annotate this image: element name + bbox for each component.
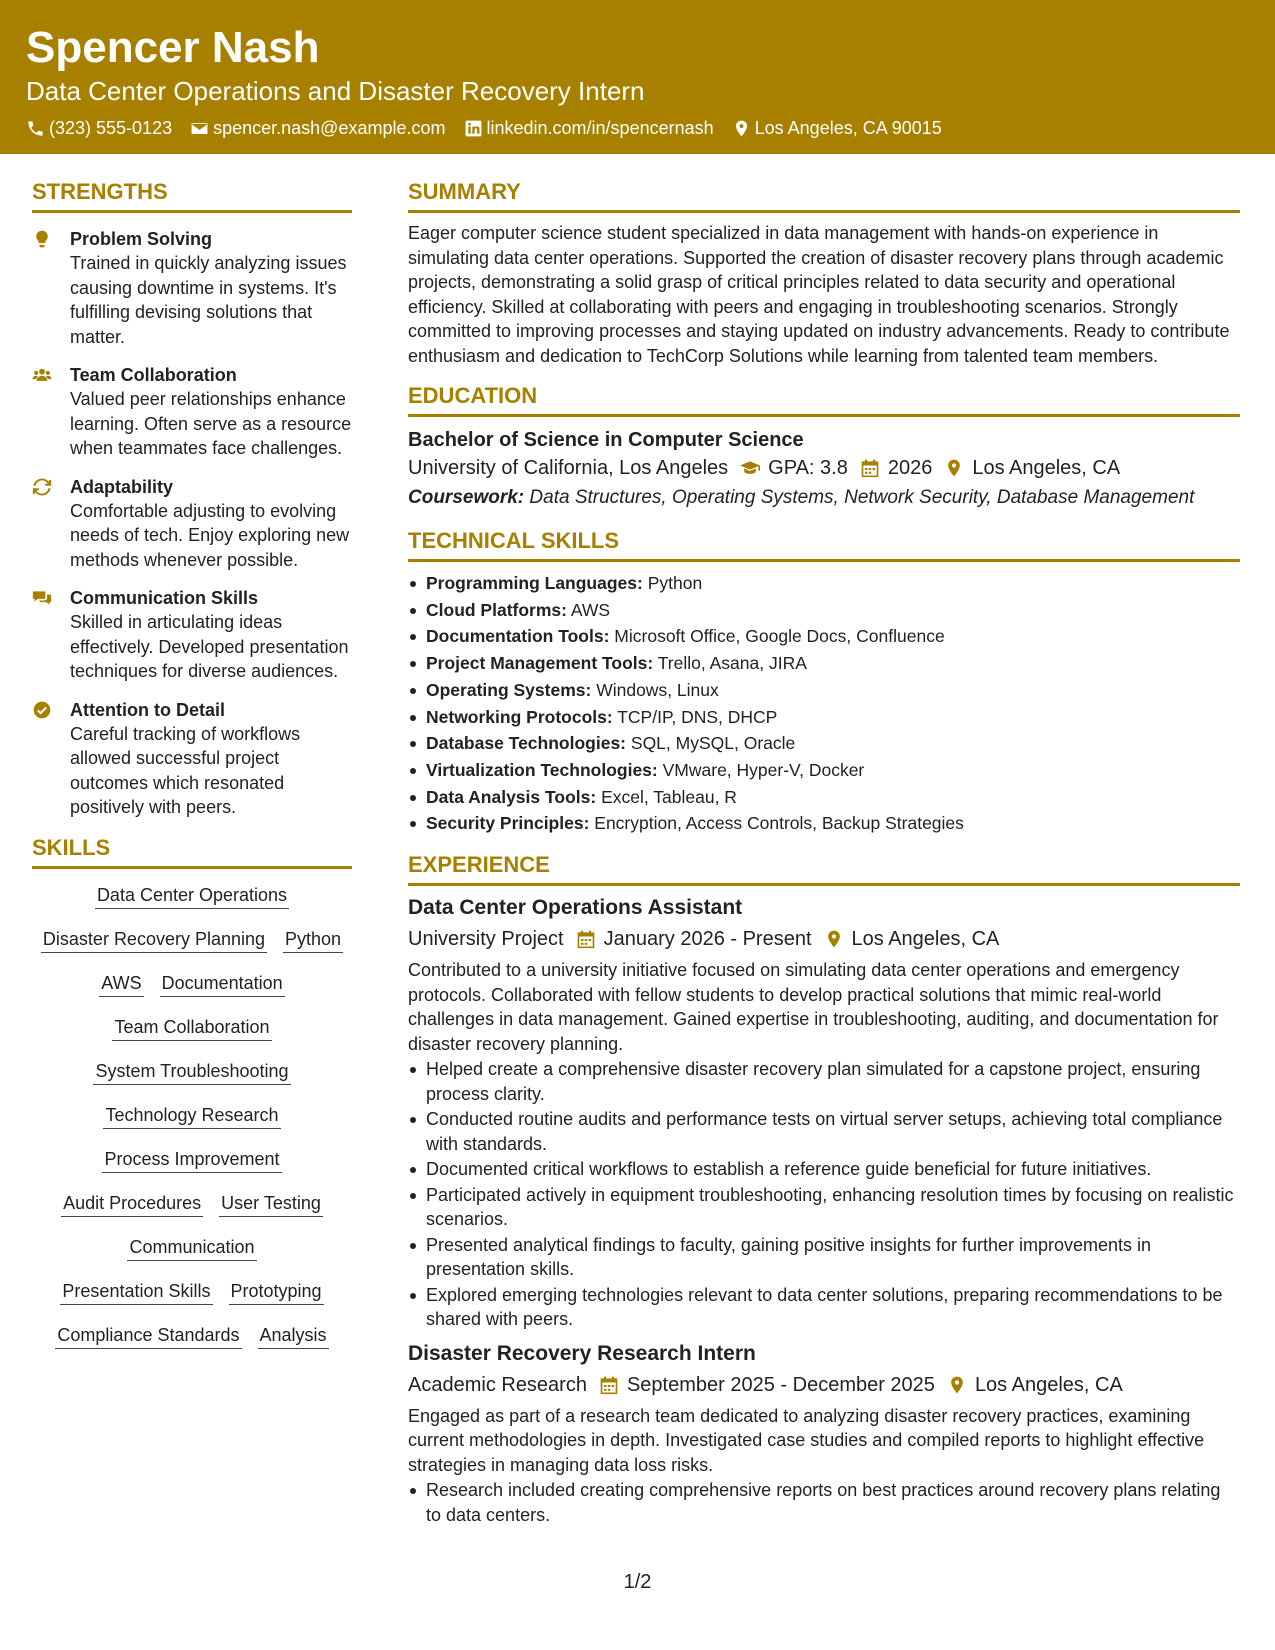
tech-skill-label: Cloud Platforms: [426, 599, 567, 620]
candidate-name: Spencer Nash [26, 23, 320, 72]
map-marker-icon [824, 929, 844, 949]
skill-tag: Compliance Standards [55, 1323, 241, 1349]
check-circle-icon [32, 700, 52, 720]
job-entry [408, 1340, 1240, 1528]
strength-title: Adaptability [70, 476, 174, 497]
contact-phone[interactable] [26, 116, 172, 140]
skill-tag: Analysis [258, 1323, 329, 1349]
calendar-icon [576, 929, 596, 949]
right-column [408, 178, 1240, 1527]
tech-skill-value: SQL, MySQL, Oracle [630, 733, 796, 754]
users-icon [32, 365, 52, 385]
tech-skill-label: Security Principles: [426, 813, 590, 834]
skill-tag: User Testing [219, 1191, 323, 1217]
gpa-item [740, 453, 848, 483]
contact-linkedin[interactable] [464, 116, 714, 140]
tech-skill-item [408, 677, 1240, 704]
job-description: Engaged as part of a research team dedicated to analyzing disaster recovery practices, examining current methodologies in depth. Investigated case studies and compiled reports to highlight effective strategies in managing data loss risks. [408, 1405, 1205, 1475]
job-location: Los Angeles, CA [851, 928, 1000, 951]
job-dates-item [599, 1370, 935, 1400]
skill-tag: Data Center Operations [95, 883, 289, 909]
job-bullet: Documented critical workflows to establish a reference guide beneficial for future initiatives. [408, 1157, 1240, 1182]
tech-skill-label: Networking Protocols: [426, 706, 613, 727]
job-location-item [824, 924, 1000, 954]
map-marker-icon [947, 1375, 967, 1395]
skill-tag: Presentation Skills [60, 1279, 212, 1305]
skill-tag: Communication [127, 1235, 256, 1261]
skill-tag: Team Collaboration [112, 1015, 271, 1041]
job-dates-item [576, 924, 812, 954]
job-bullet: Research included creating comprehensive reports on best practices around recovery plans relating to data centers. [408, 1478, 1240, 1527]
strength-title: Problem Solving [70, 229, 213, 249]
skill-tag: Audit Procedures [61, 1191, 203, 1217]
map-marker-icon [944, 458, 964, 478]
skill-tag: System Troubleshooting [93, 1059, 290, 1085]
job-description: Contributed to a university initiative focused on simulating data center operations and emergency protocols. Collaborated with fellow students to develop practical solutions that mimic real-world challenges in data management. Gained expertise in troubleshooting, auditing, and documentation for disaster recovery planning. [408, 960, 1219, 1054]
candidate-title: Data Center Operations and Disaster Recovery Intern [26, 76, 645, 106]
job-title: Disaster Recovery Research Intern [408, 1341, 756, 1365]
skill-tag: Disaster Recovery Planning [41, 927, 267, 953]
strength-desc: Comfortable adjusting to evolving needs of tech. Enjoy exploring new methods whenever possible. [70, 500, 350, 570]
year-item [860, 453, 933, 483]
skill-tag: Python [283, 927, 343, 953]
map-marker-icon [732, 119, 751, 138]
strength-item [32, 475, 352, 573]
email-text: spencer.nash@example.com [213, 118, 446, 138]
strength-title: Attention to Detail [70, 699, 225, 720]
calendar-icon [599, 1375, 619, 1395]
graduation-cap-icon [740, 458, 760, 478]
contact-email[interactable] [190, 116, 445, 140]
strength-desc: Skilled in articulating ideas effectively. Developed presentation techniques for diverse audiences. [70, 612, 349, 681]
experience-heading: EXPERIENCE [408, 851, 1240, 886]
tech-skill-label: Data Analysis Tools: [426, 786, 597, 807]
tech-skill-item [408, 784, 1240, 811]
job-meta [408, 1370, 1240, 1400]
tech-skill-label: Virtualization Technologies: [426, 759, 658, 780]
summary-text: Eager computer science student specialized in data management with hands-on experience in simulating data center operations. Supported the creation of disaster recovery plans through academic projects, demonstrating a solid grasp of critical principles related to data security and operational efficiency. Skilled at collaborating with peers and engaging in troubleshooting scenarios. Strongly committed to improving processes and staying updated on industry advancements. Ready to contribute enthusiasm and dedication to TechCorp Solutions while learning from talented team members. [408, 223, 1230, 366]
page-number: 1/2 [623, 1571, 652, 1593]
tech-skill-value: TCP/IP, DNS, DHCP [617, 706, 778, 727]
tech-skill-value: Python [647, 573, 703, 593]
strength-item [32, 698, 352, 820]
phone-text: (323) 555-0123 [49, 118, 173, 138]
strength-desc: Valued peer relationships enhance learning. Often serve as a resource when teammates face challenges. [70, 389, 352, 458]
strengths-list [32, 227, 352, 820]
tech-skill-item [408, 597, 1240, 624]
job-location-item [947, 1370, 1123, 1400]
strength-title: Communication Skills [70, 588, 259, 608]
linkedin-text: linkedin.com/in/spencernash [486, 118, 714, 138]
education-heading: EDUCATION [408, 382, 1240, 417]
gpa-text: GPA: 3.8 [768, 457, 848, 479]
job-org: University Project [408, 928, 564, 951]
calendar-icon [860, 458, 880, 478]
skill-tag: Technology Research [103, 1103, 280, 1129]
job-location: Los Angeles, CA [974, 1373, 1123, 1396]
linkedin-icon [464, 119, 483, 138]
resume-header [0, 0, 1275, 154]
job-bullets [408, 1057, 1240, 1332]
education-meta [408, 453, 1240, 483]
contact-bar [26, 116, 1249, 140]
tech-skill-value: Windows, Linux [596, 679, 719, 700]
skill-tag: AWS [99, 971, 143, 997]
technical-skills-list [408, 570, 1240, 837]
contact-location [732, 116, 942, 140]
strength-title: Team Collaboration [70, 365, 237, 385]
tech-skill-label: Operating Systems: [426, 679, 592, 700]
tech-skill-label: Documentation Tools: [426, 626, 610, 647]
tech-skill-item [408, 570, 1240, 597]
job-entry [408, 894, 1240, 1332]
edu-location-text: Los Angeles, CA [972, 457, 1121, 479]
tech-skill-label: Project Management Tools: [426, 653, 654, 674]
job-bullet: Conducted routine audits and performance tests on virtual server setups, achieving total compliance with standards. [408, 1107, 1240, 1156]
job-bullet: Explored emerging technologies relevant to data center solutions, preparing recommendations to be shared with peers. [408, 1283, 1240, 1332]
skill-tag: Process Improvement [102, 1147, 281, 1173]
coursework-text: Data Structures, Operating Systems, Network Security, Database Management [529, 487, 1195, 508]
job-bullet: Participated actively in equipment troubleshooting, enhancing resolution times by focusing on realistic scenarios. [408, 1183, 1240, 1232]
strength-item [32, 227, 352, 349]
strengths-heading: STRENGTHS [32, 178, 352, 213]
tech-skill-item [408, 730, 1240, 757]
edu-location-item [944, 453, 1120, 483]
job-bullets [408, 1478, 1240, 1527]
skills-list [32, 883, 352, 1349]
comments-icon [32, 588, 52, 608]
left-column [32, 178, 352, 1349]
strength-desc: Trained in quickly analyzing issues causing downtime in systems. It's fulfilling devising solutions that matter. [70, 253, 347, 347]
tech-skill-value: AWS [570, 599, 611, 620]
tech-skill-value: VMware, Hyper-V, Docker [662, 759, 865, 780]
tech-skill-value: Microsoft Office, Google Docs, Confluence [614, 626, 945, 647]
tech-skill-item [408, 757, 1240, 784]
lightbulb-icon [32, 229, 52, 249]
strength-desc: Careful tracking of workflows allowed successful project outcomes which resonated positively with peers. [70, 723, 301, 817]
technical-skills-heading: TECHNICAL SKILLS [408, 527, 1240, 562]
skill-tag: Prototyping [229, 1279, 324, 1305]
job-bullet: Presented analytical findings to faculty, gaining positive insights for further improvements in presentation skills. [408, 1233, 1240, 1282]
tech-skill-item [408, 704, 1240, 731]
tech-skill-label: Programming Languages: [426, 573, 643, 593]
job-dates: September 2025 - December 2025 [626, 1373, 935, 1396]
job-dates: January 2026 - Present [603, 928, 812, 951]
coursework-label: Coursework: [408, 487, 525, 508]
tech-skill-label: Database Technologies: [426, 733, 627, 754]
school-name: University of California, Los Angeles [408, 457, 729, 479]
coursework [408, 483, 1240, 513]
tech-skill-item [408, 650, 1240, 677]
tech-skill-value: Trello, Asana, JIRA [657, 653, 807, 674]
strength-item [32, 363, 352, 461]
job-bullet: Helped create a comprehensive disaster recovery plan simulated for a capstone project, ensuring process clarity. [408, 1057, 1240, 1106]
envelope-icon [190, 119, 209, 138]
year-text: 2026 [887, 457, 933, 479]
summary-heading: SUMMARY [408, 178, 1240, 213]
skills-heading: SKILLS [32, 834, 352, 869]
location-text: Los Angeles, CA 90015 [754, 118, 942, 138]
tech-skill-item [408, 810, 1240, 837]
strength-item [32, 586, 352, 684]
job-title: Data Center Operations Assistant [408, 896, 743, 920]
job-org: Academic Research [408, 1373, 587, 1396]
phone-icon [26, 119, 45, 138]
tech-skill-value: Excel, Tableau, R [601, 786, 737, 807]
skill-tag: Documentation [160, 971, 285, 997]
degree-title: Bachelor of Science in Computer Science [408, 429, 804, 451]
job-meta [408, 924, 1240, 954]
sync-icon [32, 477, 52, 497]
tech-skill-item [408, 623, 1240, 650]
tech-skill-value: Encryption, Access Controls, Backup Strategies [594, 813, 964, 834]
